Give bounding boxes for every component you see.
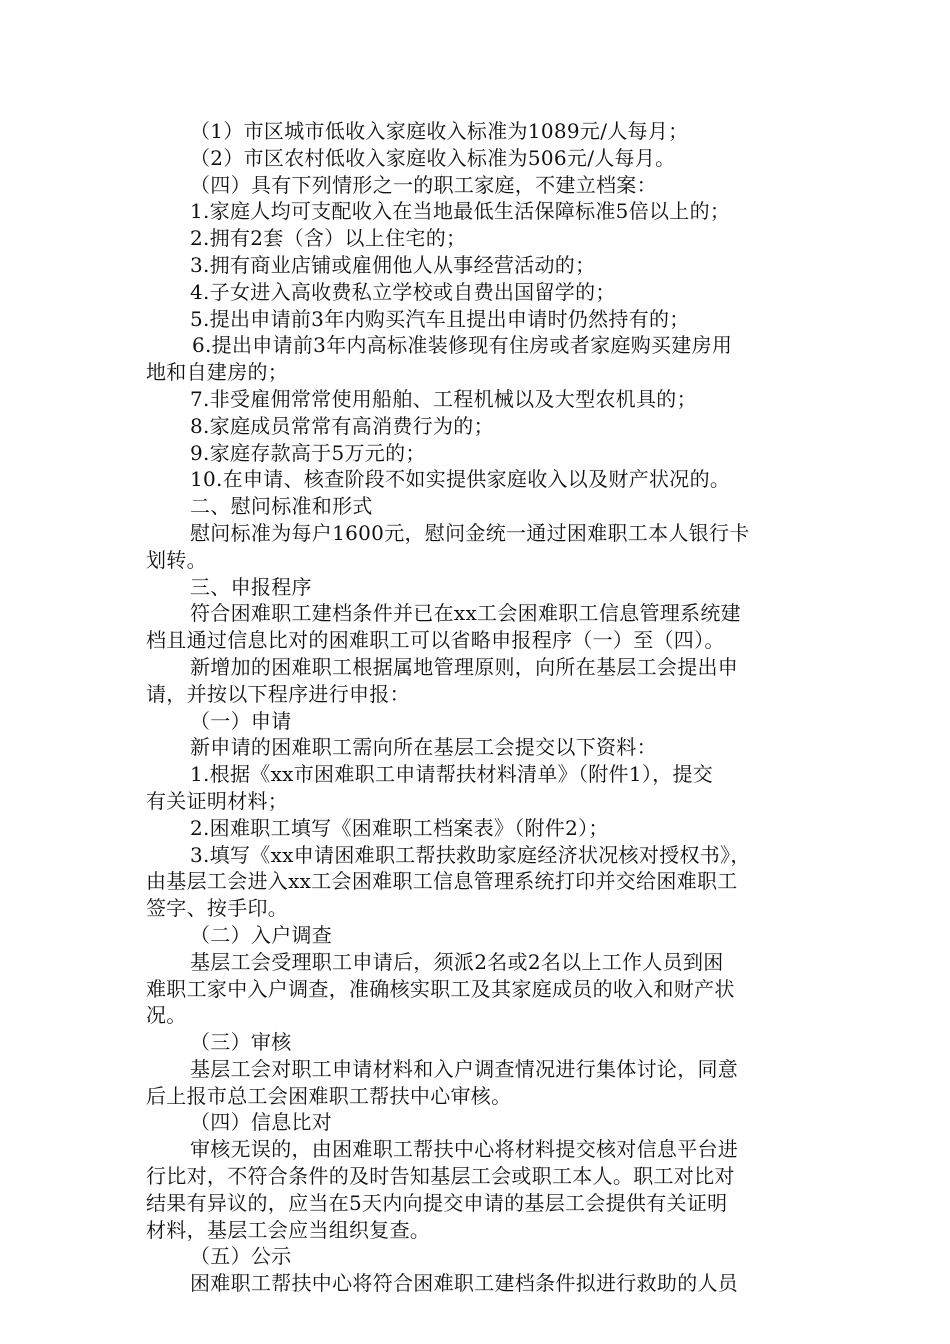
text-line: 5.提出申请前3年内购买汽车且提出申请时仍然持有的； bbox=[190, 306, 690, 331]
text-line: 三、申报程序 bbox=[190, 574, 312, 599]
text-line: 请，并按以下程序进行申报： bbox=[146, 681, 410, 706]
text-line: 划转。 bbox=[146, 547, 207, 572]
text-line: 地和自建房的； bbox=[146, 360, 289, 385]
text-line: 2.困难职工填写《困难职工档案表》（附件2）； bbox=[190, 815, 609, 840]
text-line: 6.提出申请前3年内高标准装修现有住房或者家庭购买建房用 bbox=[192, 333, 733, 358]
text-line: 行比对，不符合条件的及时告知基层工会或职工本人。职工对比对 bbox=[146, 1164, 735, 1189]
text-line: 慰问标准为每户1600元，慰问金统一通过困难职工本人银行卡 bbox=[190, 520, 750, 545]
text-line: 2.拥有2套（含）以上住宅的； bbox=[190, 226, 467, 251]
text-line: 难职工家中入户调查，准确核实职工及其家庭成员的收入和财产状 bbox=[146, 976, 735, 1001]
text-line: 3.拥有商业店铺或雇佣他人从事经营活动的； bbox=[190, 252, 596, 277]
text-line: 由基层工会进入xx工会困难职工信息管理系统打印并交给困难职工 bbox=[146, 869, 738, 894]
text-line: 材料，基层工会应当组织复查。 bbox=[146, 1217, 431, 1242]
text-line: 1.根据《xx市困难职工申请帮扶材料清单》（附件1），提交 bbox=[190, 762, 714, 787]
text-line: 况。 bbox=[146, 1003, 187, 1028]
text-line: （四）信息比对 bbox=[190, 1110, 333, 1135]
text-line: 符合困难职工建档条件并已在xx工会困难职工信息管理系统建 bbox=[190, 601, 741, 626]
text-line: 4.子女进入高收费私立学校或自费出国留学的； bbox=[190, 279, 616, 304]
text-line: 7.非受雇佣常常使用船舶、工程机械以及大型农机具的； bbox=[190, 386, 697, 411]
text-line: 新申请的困难职工需向所在基层工会提交以下资料： bbox=[190, 735, 657, 760]
text-line: 基层工会对职工申请材料和入户调查情况进行集体讨论，同意 bbox=[190, 1056, 739, 1081]
text-line: 结果有异议的，应当在5天内向提交申请的基层工会提供有关证明 bbox=[146, 1190, 728, 1215]
text-line: 1.家庭人均可支配收入在当地最低生活保障标准5倍以上的； bbox=[190, 199, 731, 224]
text-line: 困难职工帮扶中心将符合困难职工建档条件拟进行救助的人员 bbox=[190, 1271, 739, 1296]
text-line: 10.在申请、核查阶段不如实提供家庭收入以及财产状况的。 bbox=[190, 467, 731, 492]
text-line: 8.家庭成员常常有高消费行为的； bbox=[190, 413, 494, 438]
text-line: 二、慰问标准和形式 bbox=[190, 494, 373, 519]
text-line: （四）具有下列情形之一的职工家庭，不建立档案： bbox=[190, 172, 657, 197]
text-line: 签字、按手印。 bbox=[146, 896, 289, 921]
text-line: （五）公示 bbox=[190, 1244, 292, 1269]
text-line: （1）市区城市低收入家庭收入标准为1089元/人每月； bbox=[190, 119, 689, 143]
text-line: 档且通过信息比对的困难职工可以省略申报程序（一）至（四）。 bbox=[146, 628, 725, 653]
text-line: （2）市区农村低收入家庭收入标准为506元/人每月。 bbox=[190, 145, 676, 170]
text-line: （一）申请 bbox=[190, 708, 292, 733]
text-line: 新增加的困难职工根据属地管理原则，向所在基层工会提出申 bbox=[190, 654, 739, 679]
text-line: （二）入户调查 bbox=[190, 922, 333, 947]
text-line: 基层工会受理职工申请后，须派2名或2名以上工作人员到困 bbox=[190, 949, 724, 974]
text-line: 后上报市总工会困难职工帮扶中心审核。 bbox=[146, 1083, 512, 1108]
text-line: 审核无误的，由困难职工帮扶中心将材料提交核对信息平台进 bbox=[190, 1137, 739, 1162]
text-line: 3.填写《xx申请困难职工帮扶救助家庭经济状况核对授权书》， bbox=[190, 842, 751, 867]
document-body bbox=[146, 118, 810, 1297]
text-line: 9.家庭存款高于5万元的； bbox=[190, 440, 426, 465]
text-line: 有关证明材料； bbox=[146, 788, 289, 813]
text-line: （三）审核 bbox=[190, 1030, 292, 1055]
